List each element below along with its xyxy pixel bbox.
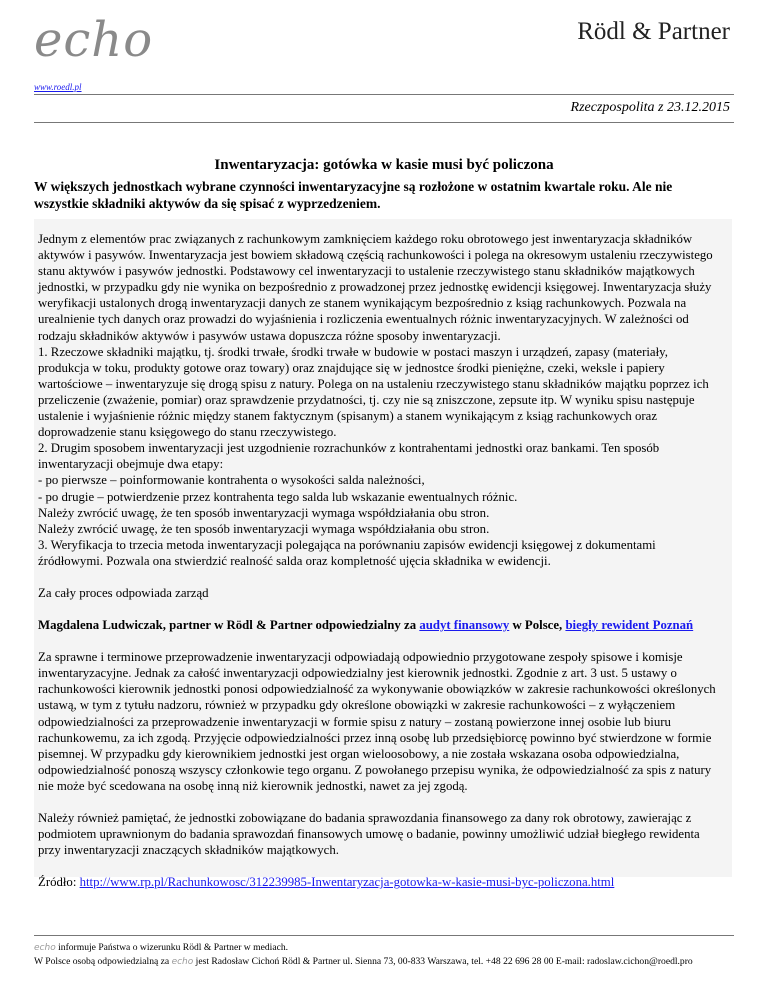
section-heading: Za cały proces odpowiada zarząd <box>38 585 209 600</box>
article-title: Inwentaryzacja: gotówka w kasie musi być policzona <box>214 157 554 173</box>
publication-source: Rzeczpospolita z 23.12.2015 <box>570 100 730 115</box>
echo-logo: echo <box>34 12 154 68</box>
roedl-website-link[interactable]: www.roedl.pl <box>34 82 82 92</box>
paragraph-responsibility: Za sprawne i terminowe przeprowadzenie inwentaryzacji odpowiadają odpowiednio przygotowane zespoły spisowe i komisje inwentaryzacyjne. Jednak za całość inwentaryzacji odpowiedzialny jest kierownik jednostki. Zgodnie z art. 3 ust. 5 ustawy o rachunkowości kierownik jednostki ponosi odpowiedzialność za wykonywanie obowiązków w zakresie rachunkowości określonych ustawą, w tym z tytułu nadzoru, również w przypadku gdy określone obowiązki w zakresie rachunkowości – z wyłączeniem odpowiedzialności za przeprowadzenie inwentaryzacji w formie spisu z natury – zostaną powierzone innej osobie lub biuru rachunkowemu, za ich zgodą. Przyjęcie odpowiedzialności przez inną osobę lub przedsiębiorcę powinno być stwierdzone w formie pisemnej. W przypadku gdy kierownikiem jednostki jest organ wieloosobowy, a nie została wskazana osoba odpowiedzialna, odpowiedzialność ponoszą wszyscy członkowie tego organu. Z powołanego przepisu wynika, że odpowiedzialność za spis z natury nie może być scedowana na osobę inną niż kierownik jednostki, nawet za jej zgodą. <box>38 650 716 793</box>
article-body <box>34 219 732 890</box>
brand-name: Rödl & Partner <box>577 18 730 45</box>
footer-echo-logo-2: echo <box>171 957 194 967</box>
author-attribution: Magdalena Ludwiczak, partner w Rödl & Partner odpowiedzialny za audyt finansowy w Polsce, biegły rewident Poznań <box>38 618 694 633</box>
footer-line-1: echo informuje Państwa o wizerunku Rödl & Partner w mediach. <box>34 942 289 953</box>
footer-echo-logo: echo <box>34 943 56 953</box>
footer-divider <box>34 935 734 936</box>
article-lead: W większych jednostkach wybrane czynności inwentaryzacyjne są rozłożone w ostatnim kwartale roku. Ale nie wszystkie składniki aktywów da się spisać z wyprzedzeniem. <box>34 179 673 211</box>
source-citation: Źródło: http://www.rp.pl/Rachunkowosc/312239985-Inwentaryzacja-gotowka-w-kasie-musi-byc-policzona.html <box>38 875 615 890</box>
header-divider-bottom <box>34 122 734 123</box>
auditor-poznan-link[interactable]: biegły rewident Poznań <box>565 618 694 633</box>
source-link[interactable]: http://www.rp.pl/Rachunkowosc/312239985-Inwentaryzacja-gotowka-w-kasie-musi-byc-policzona.html <box>79 875 615 890</box>
footer-line-2: W Polsce osobą odpowiedzialną za echo jest Radosław Cichoń Rödl & Partner ul. Sienna 73, 00-833 Warszawa, tel. +48 22 696 28 00 E-mail: radoslaw.cichon@roedl.pro <box>34 956 693 967</box>
audit-link[interactable]: audyt finansowy <box>419 618 510 633</box>
paragraph-auditor: Należy również pamiętać, że jednostki zobowiązane do badania sprawozdania finansowego za dany rok obrotowy, zawierając z podmiotem uprawnionym do badania sprawozdań finansowych umowę o badanie, powinny umożliwić udział biegłego rewidenta przy inwentaryzacji znaczących składników majątkowych. <box>38 811 700 858</box>
paragraph-intro: Jednym z elementów prac związanych z rachunkowym zamknięciem każdego roku obrotowego jest inwentaryzacja składników aktywów i pasywów. Inwentaryzacja jest bowiem składową częścią rachunkowości i polega na okresowym ustaleniu rzeczywistego stanu aktywów i pasywów jednostki. Podstawowy cel inwentaryzacji to ustalenie rzeczywistego stanu składników majątkowych jednostki, w przypadku gdy nie wynika on bezpośrednio z prowadzonej przez jednostkę ewidencji księgowej. Inwentaryzacja służy weryfikacji ustalonych drogą inwentaryzacji danych ze stanem wynikającym bezpośrednio z ksiąg rachunkowych. Pozwala na urealnienie tych danych oraz prowadzi do wyjaśnienia i rozliczenia ewentualnych różnic inwentaryzacyjnych. W zależności od rodzaju składników aktywów i pasywów ustawa dopuszcza różne sposoby inwentaryzacji. 1. Rzeczowe składniki majątku, tj. środki trwałe, środki trwałe w budowie w postaci maszyn i urządzeń, zapasy (materiały, produkcja w toku, produkty gotowe oraz towary) oraz znajdujące się w jednostce środki pieniężne, czeki, weksle i papiery wartościowe – inwentaryzuje się drogą spisu z natury. Polega on na ustaleniu rzeczywistego stanu składników majątku poprzez ich przeliczenie (zważenie, pomiar) oraz sprawdzenie przydatności, tj. czy nie są zniszczone, zepsute itp. W wyniku spisu następuje ustalenie i wyjaśnienie różnic między stanem faktycznym (spisanym) a stanem wynikającym z ksiąg rachunkowych oraz doprowadzenie stanu księgowego do stanu rzeczywistego. 2. Drugim sposobem inwentaryzacji jest uzgodnienie rozrachunków z kontrahentami jednostki oraz bankami. Ten sposób inwentaryzacji obejmuje dwa etapy: - po pierwsze – poinformowanie kontrahenta o wysokości salda należności, - po drugie – potwierdzenie przez kontrahenta tego salda lub wskazanie ewentualnych różnic. Należy zwrócić uwagę, że ten sposób inwentaryzacji wymaga współdziałania obu stron. Należy zwrócić uwagę, że ten sposób inwentaryzacji wymaga współdziałania obu stron. 3. Weryfikacja to trzecia metoda inwentaryzacji polegająca na porównaniu zapisów ewidencji księgowej z dokumentami źródłowymi. Pozwala ona stwierdzić realność salda oraz kompletność ujęcia składnika w ewidencji. <box>38 232 713 568</box>
header-divider <box>34 94 734 95</box>
footer <box>34 941 738 969</box>
